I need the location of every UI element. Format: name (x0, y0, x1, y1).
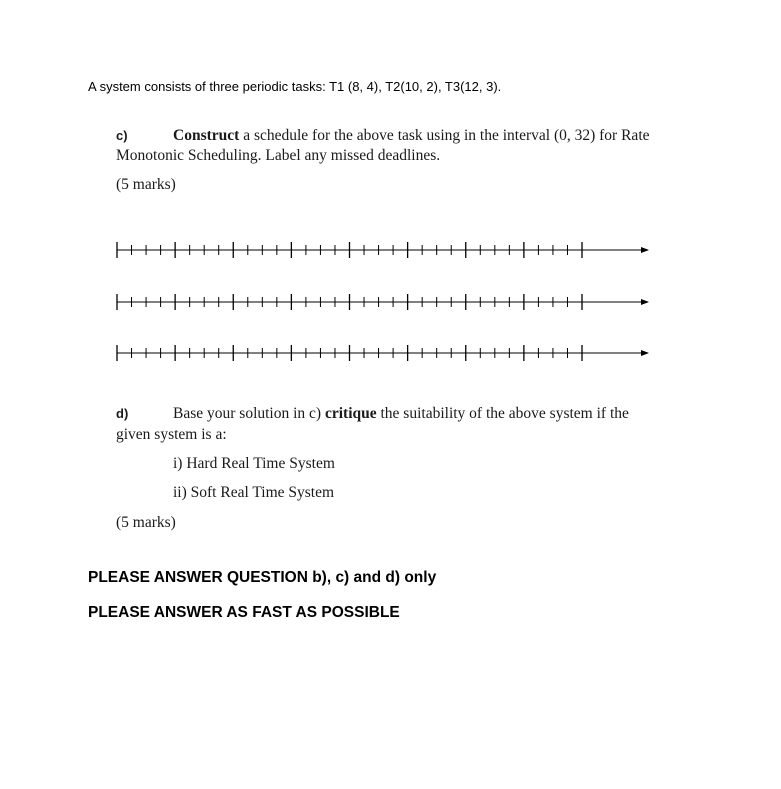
part-c-marks: (5 marks) (116, 176, 176, 193)
part-c-line1-rest: a schedule for the above task using in the interval (0, 32) for Rate (239, 127, 650, 144)
note-answer-fast: PLEASE ANSWER AS FAST AS POSSIBLE (88, 604, 400, 621)
part-c-line2: Monotonic Scheduling. Label any missed deadlines. (116, 147, 441, 164)
part-d-item-ii: ii) Soft Real Time System (173, 484, 335, 501)
part-d-line1 (116, 405, 629, 423)
part-c-bold-word: Construct (173, 127, 240, 144)
intro-text: A system consists of three periodic tasks: T1 (8, 4), T2(10, 2), T3(12, 3). (88, 79, 502, 94)
part-d-bold-word: critique (324, 405, 377, 422)
note-answer-questions: PLEASE ANSWER QUESTION b), c) and d) only (88, 569, 437, 586)
part-c-label: c) (116, 128, 128, 143)
part-d-line1-post: the suitability of the above system if the (376, 405, 629, 422)
part-d-line2: given system is a: (116, 426, 227, 443)
part-d-marks: (5 marks) (116, 514, 176, 531)
part-d-label: d) (116, 406, 129, 421)
part-d-item-i: i) Hard Real Time System (173, 455, 335, 472)
part-d-line1-pre: Base your solution in c) (173, 405, 325, 422)
